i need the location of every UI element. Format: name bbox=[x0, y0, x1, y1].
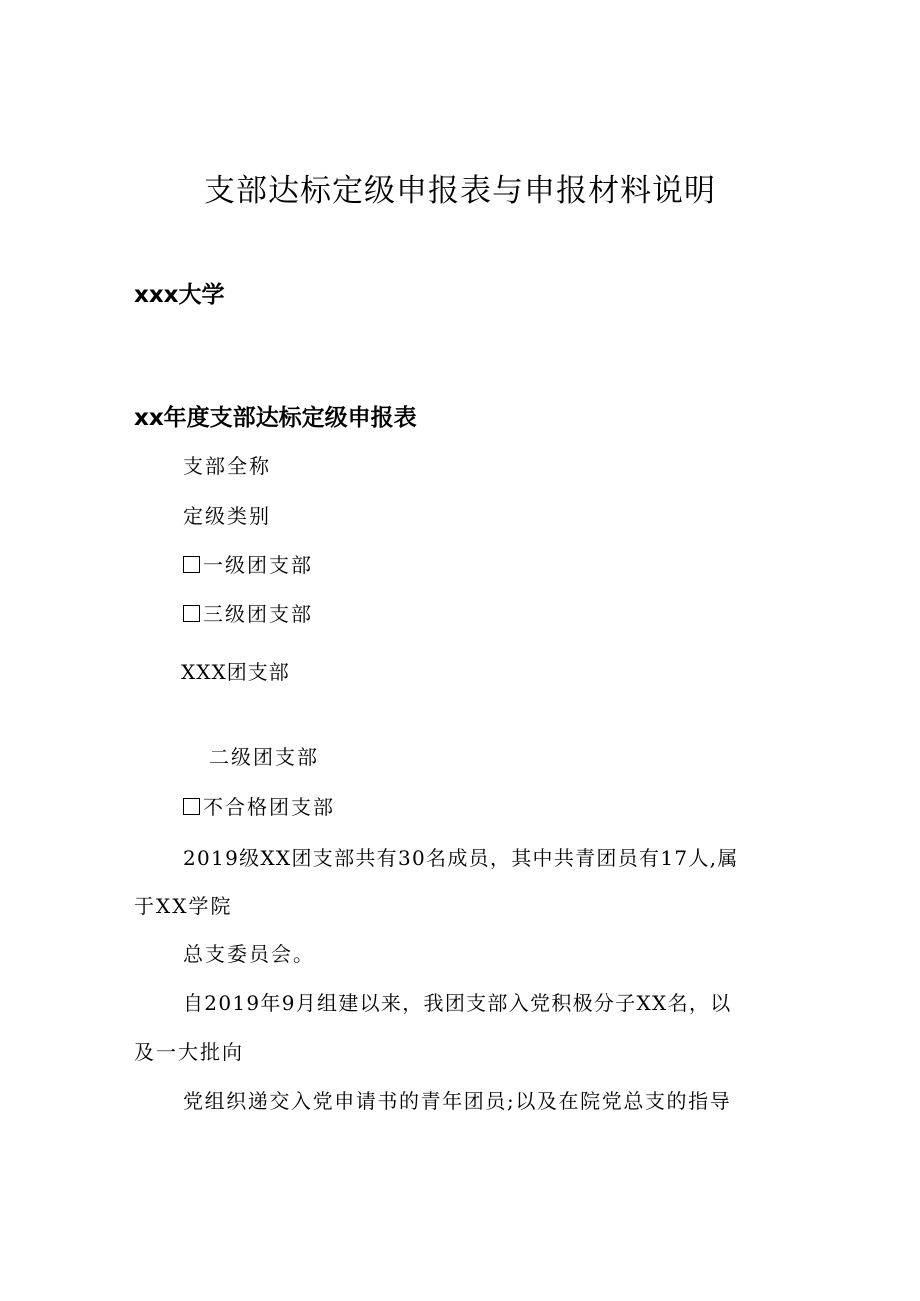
form-heading: xx年度支部达标定级申报表 bbox=[134, 405, 417, 431]
paragraph-2: 总支委员会。 bbox=[183, 942, 315, 966]
checkbox-unqualified[interactable] bbox=[183, 798, 200, 815]
option-unqualified bbox=[183, 797, 335, 817]
paragraph-1-line-2: 于XX学院 bbox=[134, 894, 233, 918]
checkbox-level3[interactable] bbox=[183, 605, 200, 622]
document-title: 支部达标定级申报表与申报材料说明 bbox=[204, 173, 716, 209]
option-level3 bbox=[183, 604, 313, 624]
option-level2: 二级团支部 bbox=[209, 745, 319, 769]
university-name: xxx大学 bbox=[134, 282, 225, 308]
field-branch-full-name: 支部全称 bbox=[183, 454, 271, 478]
paragraph-3-line-1: 自2019年9月组建以来，我团支部入党积极分子XX名，以 bbox=[183, 991, 732, 1015]
option-unqualified-label: 不合格团支部 bbox=[203, 795, 335, 819]
option-level1 bbox=[183, 555, 313, 575]
option-level1-label: 一级团支部 bbox=[203, 553, 313, 577]
paragraph-3-line-2: 及一大批向 bbox=[134, 1040, 244, 1064]
checkbox-level1[interactable] bbox=[183, 556, 200, 573]
field-grade-category: 定级类别 bbox=[183, 504, 271, 528]
paragraph-1-line-1: 2019级XX团支部共有30名成员，其中共青团员有17人,属 bbox=[183, 846, 739, 870]
branch-name: XXX团支部 bbox=[181, 660, 290, 684]
paragraph-4: 党组织递交入党申请书的青年团员;以及在院党总支的指导 bbox=[183, 1089, 732, 1113]
option-level3-label: 三级团支部 bbox=[203, 602, 313, 626]
